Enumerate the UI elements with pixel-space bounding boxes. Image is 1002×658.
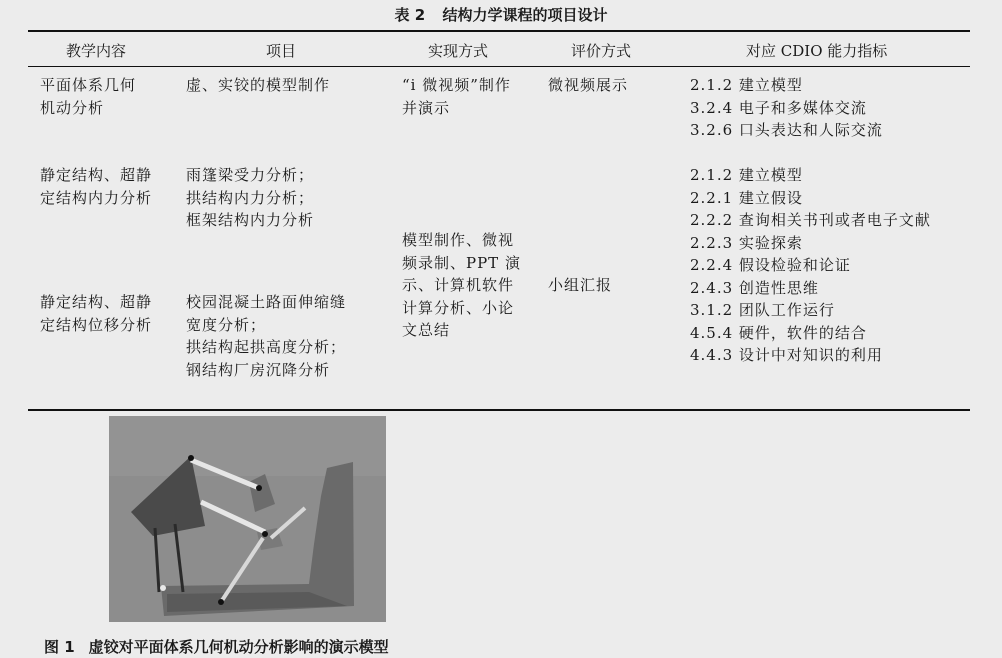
table-caption bbox=[0, 4, 1002, 25]
header-content: 教学内容 bbox=[66, 42, 127, 60]
row3-project: 校园混凝土路面伸缩缝 宽度分析； 拱结构起拱高度分析； 钢结构厂房沉降分析 bbox=[186, 293, 347, 379]
row1-method: “i 微视频”制作 并演示 bbox=[402, 76, 511, 117]
header-method: 实现方式 bbox=[428, 42, 489, 60]
table-top-rule bbox=[28, 30, 970, 32]
table-bottom-rule bbox=[28, 409, 970, 411]
row1-evaluation: 微视频展示 bbox=[548, 76, 629, 94]
figure-caption-text: 虚铰对平面体系几何机动分析影响的演示模型 bbox=[88, 638, 389, 656]
header-evaluation: 评价方式 bbox=[571, 42, 632, 60]
table-title: 结构力学课程的项目设计 bbox=[442, 6, 608, 24]
shared-method: 模型制作、微视 频录制、PPT 演 示、计算机软件 计算分析、小论 文总结 bbox=[402, 231, 521, 339]
model-photo-drawing bbox=[109, 416, 386, 622]
row1-content: 平面体系几何 机动分析 bbox=[40, 76, 137, 117]
table-header-rule bbox=[28, 66, 970, 67]
row3-content: 静定结构、超静 定结构位移分析 bbox=[40, 293, 153, 334]
header-project: 项目 bbox=[266, 42, 297, 60]
shared-cdio: 2.1.2 建立模型 2.2.1 建立假设 2.2.2 查询相关书刊或者电子文献 2.2.3 实验探索 2.2.4 假设检验和论证 2.4.3 创造性思维 3.1.2 团队工作运行 4.5.4 硬件，软件的结合 4.4.3 设计中对知识的利用 bbox=[690, 166, 931, 364]
row1-cdio: 2.1.2 建立模型 3.2.4 电子和多媒体交流 3.2.6 口头表达和人际交流 bbox=[690, 76, 883, 139]
table-label: 表 2 bbox=[394, 6, 426, 24]
shared-evaluation: 小组汇报 bbox=[548, 276, 613, 294]
row2-content: 静定结构、超静 定结构内力分析 bbox=[40, 166, 153, 207]
row1-project: 虚、实铰的模型制作 bbox=[186, 76, 331, 94]
header-cdio: 对应 CDIO 能力指标 bbox=[746, 42, 888, 60]
figure-caption bbox=[44, 636, 403, 657]
row2-project: 雨篷梁受力分析； 拱结构内力分析； 框架结构内力分析 bbox=[186, 166, 315, 229]
model-photo bbox=[109, 416, 386, 622]
figure-label: 图 1 bbox=[44, 638, 75, 656]
